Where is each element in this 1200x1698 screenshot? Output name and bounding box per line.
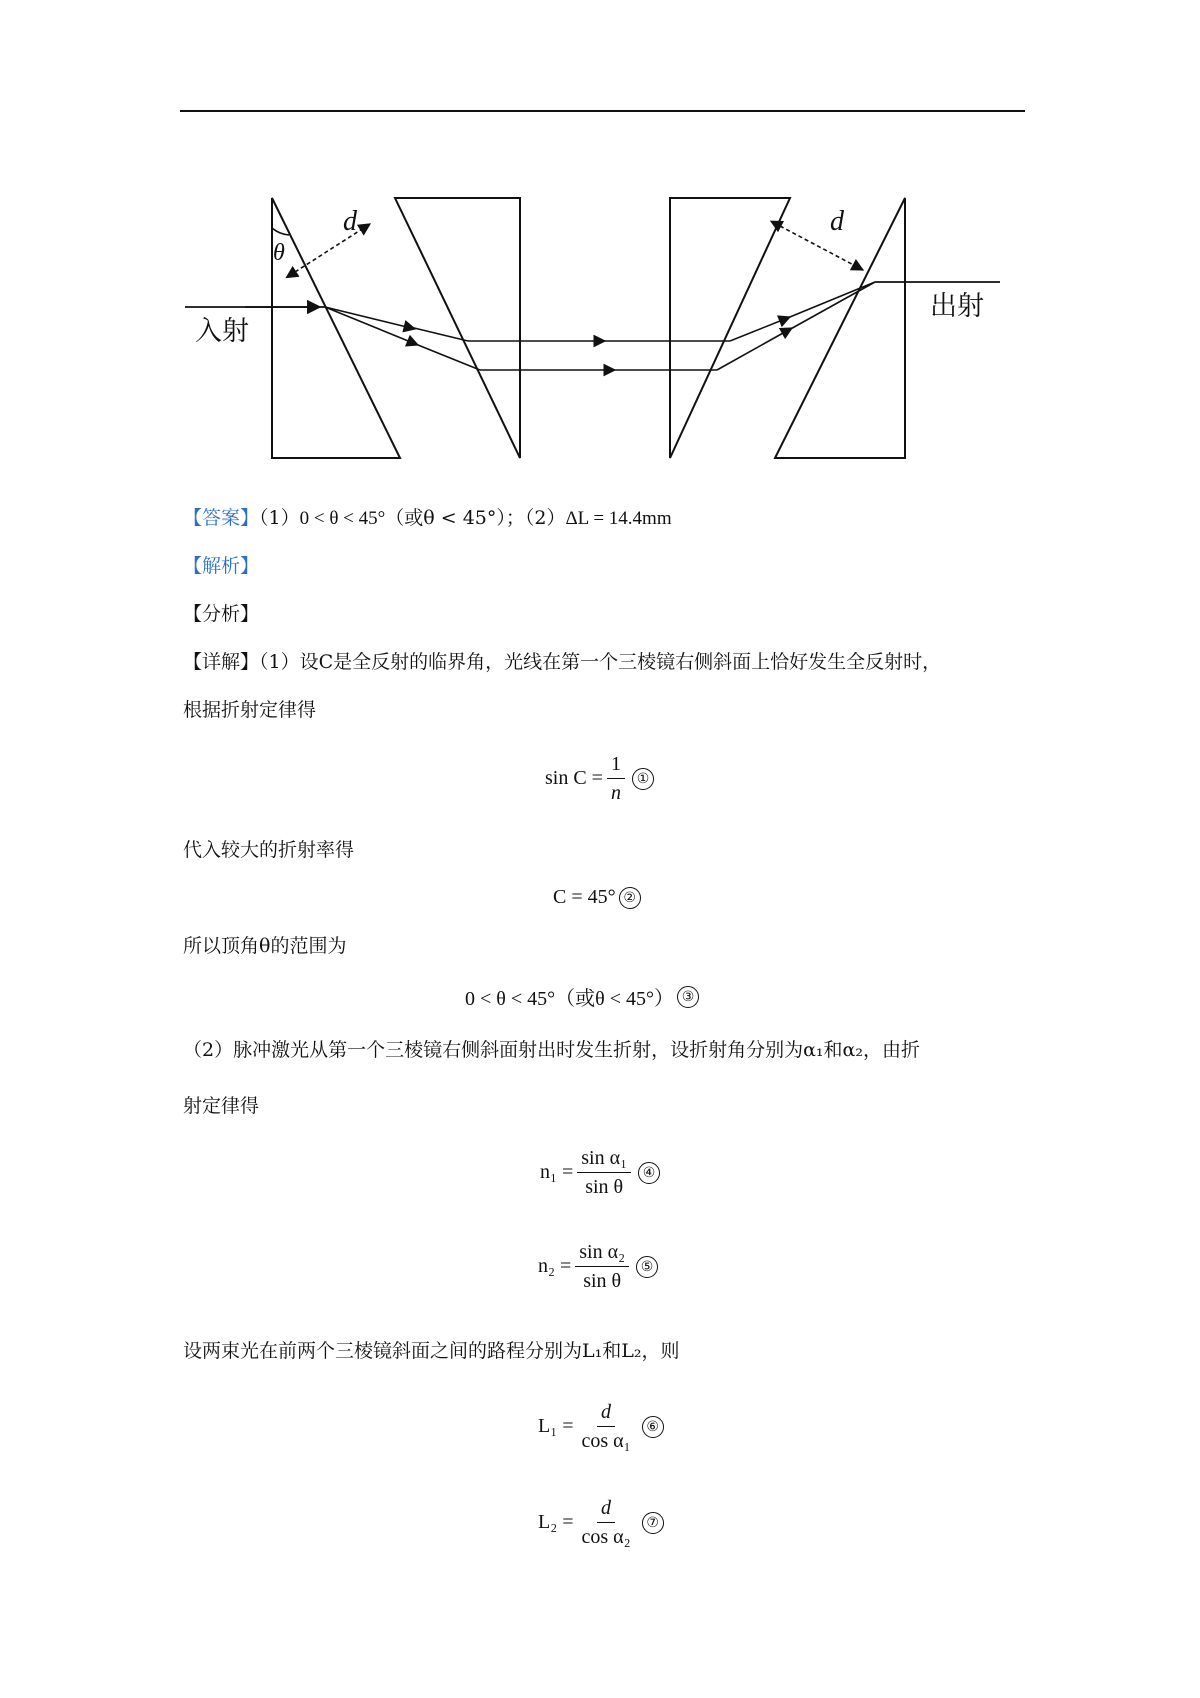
d-marker-right: [780, 226, 863, 270]
answer-tag: 【答案】: [183, 507, 260, 529]
text-theta-range: 所以顶角θ的范围为: [183, 935, 347, 957]
equation-3: 0 < θ < 45°（或θ < 45°） ③: [465, 982, 699, 1011]
d-marker-left: [295, 224, 370, 272]
equation-7: L₂ = $\frac{d}{\text{cos α₂}}$ ⑦: [538, 1496, 664, 1549]
detail-line-2: 根据折射定律得: [183, 699, 317, 721]
part2-line-1: （2）脉冲激光从第一个三棱镜右侧斜面射出时发生折射，设折射角分别为α₁和α₂，由折: [183, 1039, 920, 1061]
fenxi-tag: 【分析】: [183, 603, 260, 625]
equation-1: sin C = $\frac{1}{n}$ ①: [545, 752, 654, 805]
detail-tag: 【详解】: [183, 651, 260, 673]
text-after-eq1: 代入较大的折射率得: [183, 839, 355, 861]
label-exit: 出射: [930, 291, 984, 322]
analysis-tag: 【解析】: [183, 555, 260, 577]
label-theta: θ: [273, 240, 285, 266]
prism-3: [670, 198, 790, 458]
equation-5: n₂ = $\frac{\text{sin α₂}}{\text{sin θ}}$ ⑤: [538, 1240, 658, 1293]
label-d-left: d: [343, 206, 357, 237]
text-paths: 设两束光在前两个三棱镜斜面之间的路程分别为L₁和L₂，则: [183, 1340, 680, 1362]
part2-line-2: 射定律得: [183, 1095, 260, 1117]
prism-4: [775, 198, 905, 458]
answer-range: 0 < θ < 45°: [299, 508, 386, 529]
label-incident: 入射: [195, 316, 249, 347]
detail-line-1: 【详解】（1）设C是全反射的临界角，光线在第一个三棱镜右侧斜面上恰好发生全反射时，: [183, 651, 942, 673]
prism-1: [272, 198, 400, 458]
label-d-right: d: [830, 206, 844, 237]
header-rule: [180, 110, 1025, 112]
equation-4: n₁ = $\frac{\text{sin α₁}}{\text{sin θ}}$ ④: [540, 1146, 660, 1199]
answer-line: 【答案】（1）0 < θ < 45°（或θ < 45°）；（2）ΔL = 14.4mm: [183, 507, 672, 529]
answer-delta: ΔL = 14.4mm: [565, 508, 672, 529]
equation-6: L₁ = $\frac{d}{\text{cos α₁}}$ ⑥: [538, 1400, 664, 1453]
prism-diagram: [185, 190, 1025, 480]
equation-2: C = 45° ②: [553, 886, 641, 909]
